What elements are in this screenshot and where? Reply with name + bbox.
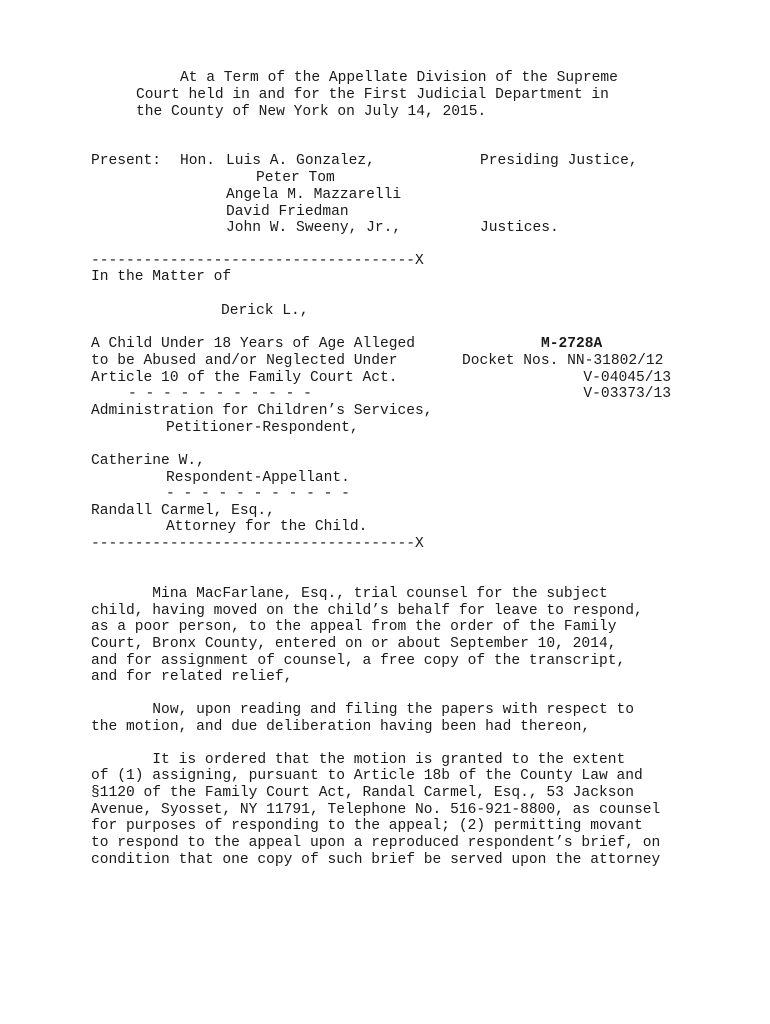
body-line: for purposes of responding to the appeal; (2) permitting movant	[91, 818, 643, 834]
justices-title: Justices.	[480, 220, 559, 236]
caption-border-bottom: -------------------------------------X	[91, 536, 424, 552]
body-line: of (1) assigning, pursuant to Article 18b of the County Law and	[91, 768, 643, 784]
present-label: Present:	[91, 153, 162, 169]
party-name: Catherine W.,	[91, 453, 205, 469]
judge-name: David Friedman	[226, 204, 349, 220]
child-description-line: to be Abused and/or Neglected Under	[91, 353, 398, 369]
body-line: Avenue, Syosset, NY 11791, Telephone No. 516-921-8800, as counsel	[91, 802, 661, 818]
motion-number: M-2728A	[541, 336, 603, 352]
body-line: §1120 of the Family Court Act, Randal Carmel, Esq., 53 Jackson	[91, 785, 634, 801]
party-role: Attorney for the Child.	[166, 519, 368, 535]
dashed-separator: - - - - - - - - - - -	[166, 486, 350, 502]
party-name: Administration for Children’s Services,	[91, 403, 433, 419]
docket-number: V-04045/13	[583, 370, 671, 386]
body-line: It is ordered that the motion is granted to the extent	[91, 752, 626, 768]
term-header-line: the County of New York on July 14, 2015.	[136, 104, 487, 120]
body-line: and for assignment of counsel, a free copy of the transcript,	[91, 653, 626, 669]
body-line: Now, upon reading and filing the papers with respect to	[91, 702, 634, 718]
caption-border-top: -------------------------------------X	[91, 253, 424, 269]
body-line: as a poor person, to the appeal from the order of the Family	[91, 619, 617, 635]
party-role: Petitioner-Respondent,	[166, 420, 359, 436]
docket-number: V-03373/13	[583, 386, 671, 402]
party-name: Randall Carmel, Esq.,	[91, 503, 275, 519]
body-line: to respond to the appeal upon a reproduced respondent’s brief, on	[91, 835, 661, 851]
term-header-line: At a Term of the Appellate Division of the Supreme	[180, 70, 618, 86]
body-line: and for related relief,	[91, 669, 293, 685]
honorific: Hon.	[180, 153, 216, 169]
dashed-separator: - - - - - - - - - - -	[128, 386, 312, 402]
body-line: child, having moved on the child’s behalf for leave to respond,	[91, 603, 643, 619]
judge-name: Angela M. Mazzarelli	[226, 187, 402, 203]
docket-numbers: Docket Nos. NN-31802/12	[462, 353, 664, 369]
judge-name: Peter Tom	[256, 170, 335, 186]
in-matter-of: In the Matter of	[91, 269, 232, 285]
child-description-line: A Child Under 18 Years of Age Alleged	[91, 336, 416, 352]
body-line: Mina MacFarlane, Esq., trial counsel for the subject	[91, 586, 608, 602]
body-line: Court, Bronx County, entered on or about September 10, 2014,	[91, 636, 617, 652]
term-header-line: Court held in and for the First Judicial Department in	[136, 87, 609, 103]
child-name: Derick L.,	[221, 303, 309, 319]
judge-name: Luis A. Gonzalez,	[226, 153, 375, 169]
child-description-line: Article 10 of the Family Court Act.	[91, 370, 398, 386]
presiding-justice-title: Presiding Justice,	[480, 153, 638, 169]
party-role: Respondent-Appellant.	[166, 470, 350, 486]
body-line: condition that one copy of such brief be served upon the attorney	[91, 852, 661, 868]
judge-name: John W. Sweeny, Jr.,	[226, 220, 402, 236]
body-line: the motion, and due deliberation having been had thereon,	[91, 719, 591, 735]
